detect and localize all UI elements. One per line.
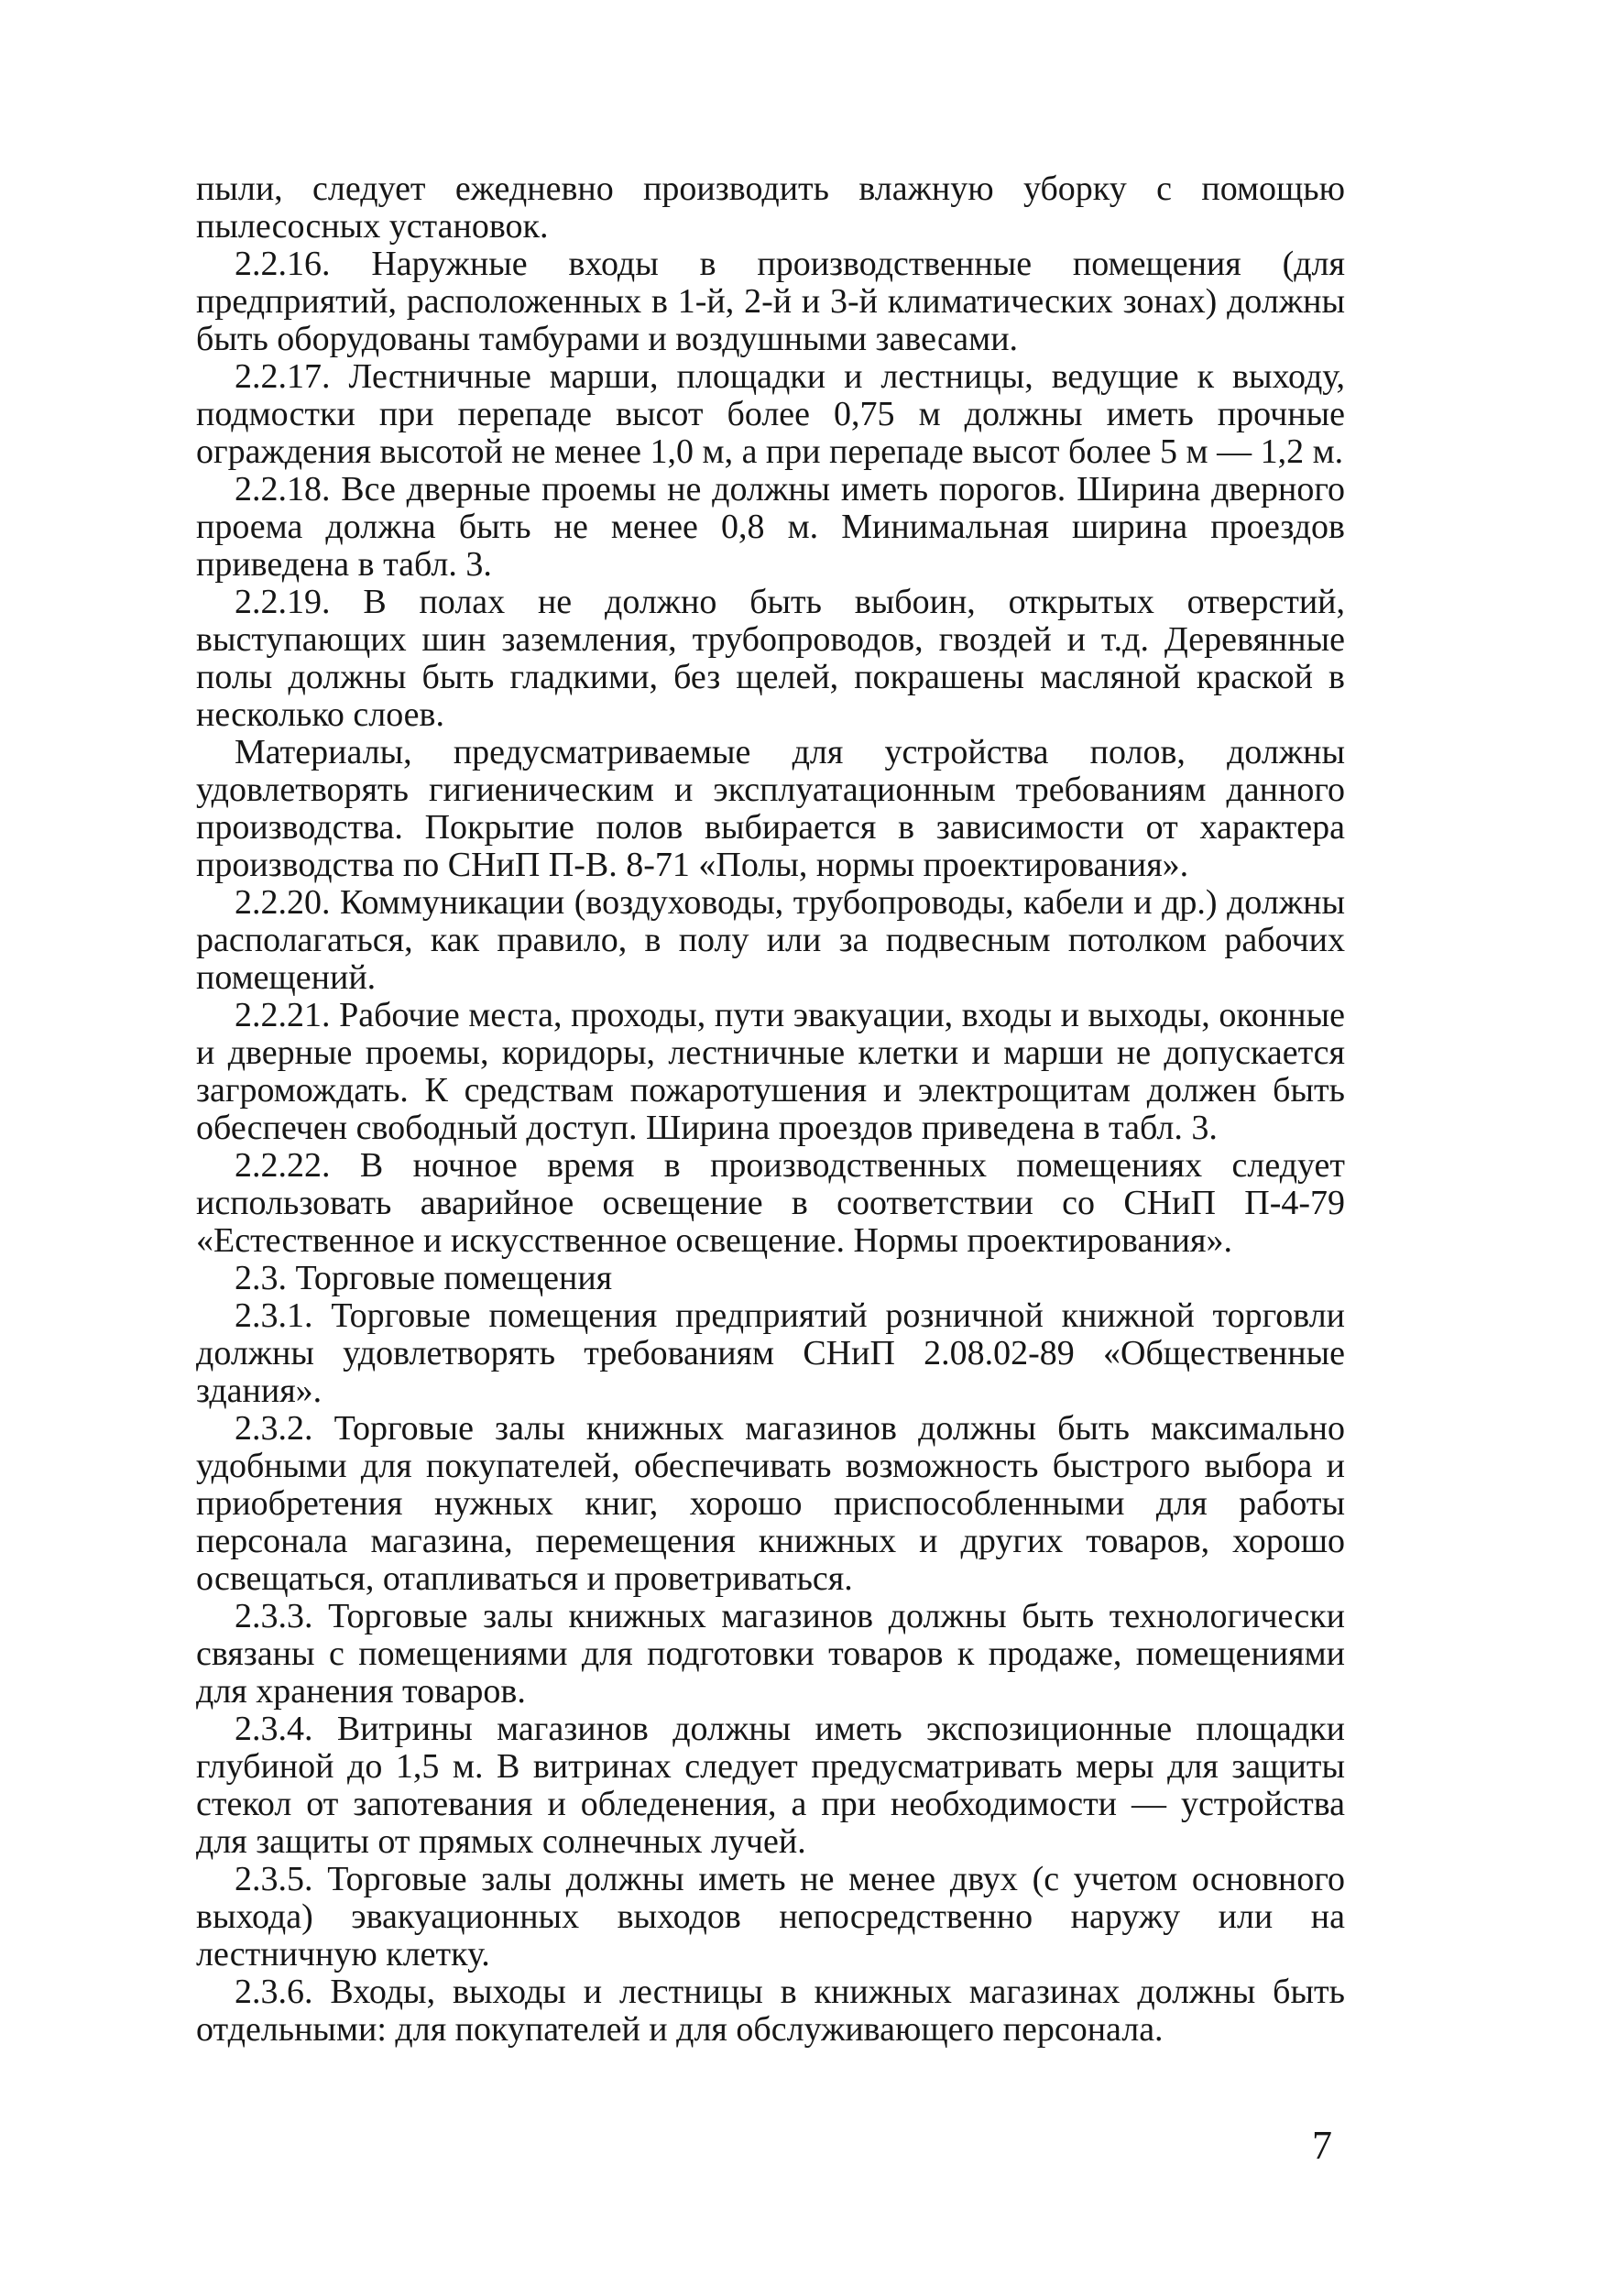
paragraph-2-2-18: 2.2.18. Все дверные проемы не должны иметь порогов. Ширина дверного проема должна быть не менее 0,8 м. Минимальная ширина проездов приведена в табл. 3. [196,470,1345,584]
paragraph-2-2-19: 2.2.19. В полах не должно быть выбоин, открытых отверстий, выступающих шин заземления, трубопроводов, гвоздей и т.д. Деревянные полы должны быть гладкими, без щелей, покрашены масляной краской в несколько слоев. [196,583,1345,734]
paragraph-2-3-1: 2.3.1. Торговые помещения предприятий розничной книжной торговли должны удовлетворять требованиям СНиП 2.08.02-89 «Общественные здания». [196,1296,1345,1410]
paragraph-2-3-2: 2.3.2. Торговые залы книжных магазинов должны быть максимально удобными для покупателей, обеспечивать возможность быстрого выбора и приобретения нужных книг, хорошо приспособленными для работы персонала магазина, перемещения книжных и других товаров, хорошо освещаться, отапливаться и проветриваться. [196,1409,1345,1598]
paragraph-2-3-3: 2.3.3. Торговые залы книжных магазинов должны быть технологически связаны с помещениями для подготовки товаров к продаже, помещениями для хранения товаров. [196,1597,1345,1711]
paragraph-2-2-21: 2.2.21. Рабочие места, проходы, пути эвакуации, входы и выходы, оконные и дверные проемы, коридоры, лестничные клетки и марши не допускается загромождать. К средствам пожаротушения и электрощитам должен быть обеспечен свободный доступ. Ширина проездов приведена в табл. 3. [196,996,1345,1147]
paragraph-2-2-22: 2.2.22. В ночное время в производственных помещениях следует использовать аварийное освещение в соответствии со СНиП П-4-79 «Естественное и искусственное освещение. Нормы проектирования». [196,1146,1345,1260]
paragraph-2-3-4: 2.3.4. Витрины магазинов должны иметь экспозиционные площадки глубиной до 1,5 м. В витринах следует предусматривать меры для защиты стекол от запотевания и обледенения, а при необходимости — устройства для защиты от прямых солнечных лучей. [196,1710,1345,1861]
page-number: 7 [1312,2123,1332,2168]
paragraph-materials: Материалы, предусматриваемые для устройства полов, должны удовлетворять гигиеническим и эксплуатационным требованиям данного производства. Покрытие полов выбирается в зависимости от характера производства по СНиП П-В. 8-71 «Полы, нормы проектирования». [196,733,1345,884]
body-text [196,170,1345,2049]
paragraph-2-3: 2.3. Торговые помещения [235,1259,613,1297]
paragraph-2-3-5: 2.3.5. Торговые залы должны иметь не менее двух (с учетом основного выхода) эвакуационных выходов непосредственно наружу или на лестничную клетку. [196,1860,1345,1973]
paragraph-2-2-17: 2.2.17. Лестничные марши, площадки и лестницы, ведущие к выходу, подмостки при перепаде высот более 0,75 м должны иметь прочные ограждения высотой не менее 1,0 м, а при перепаде высот более 5 м — 1,2 м. [196,357,1345,471]
paragraph-2-3-6: 2.3.6. Входы, выходы и лестницы в книжных магазинах должны быть отдельными: для покупателей и для обслуживающего персонала. [196,1973,1345,2049]
paragraph-2-2-16: 2.2.16. Наружные входы в производственные помещения (для предприятий, расположенных в 1-й, 2-й и 3-й климатических зонах) должны быть оборудованы тамбурами и воздушными завесами. [196,245,1345,358]
paragraph-2-2-20: 2.2.20. Коммуникации (воздуховоды, трубопроводы, кабели и др.) должны располагаться, как правило, в полу или за подвесным потолком рабочих помещений. [196,883,1345,997]
paragraph-continuation: пыли, следует ежедневно производить влажную уборку с помощью пылесосных установок. [196,169,1345,246]
